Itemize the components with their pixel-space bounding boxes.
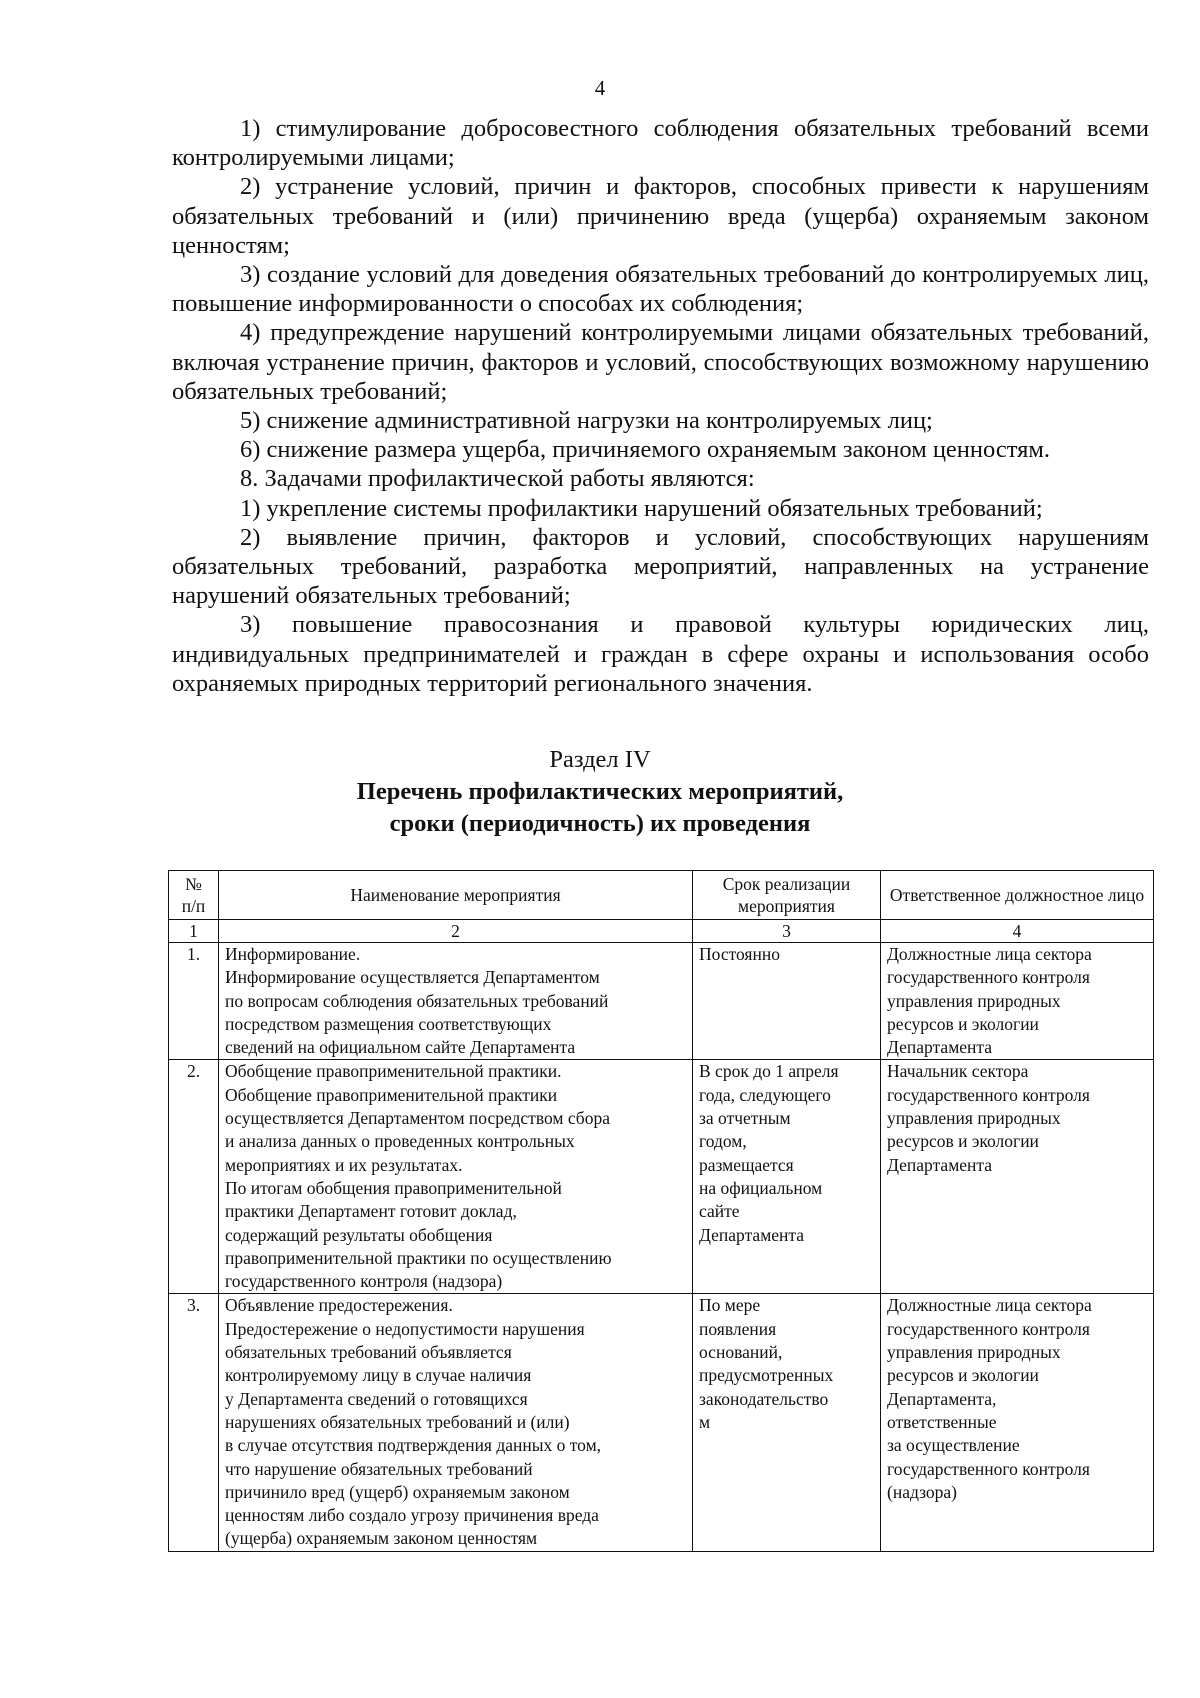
column-number: 1: [169, 920, 219, 943]
measures-table: [168, 870, 1154, 1552]
section-title: Перечень профилактических мероприятий,: [356, 778, 844, 805]
header-term: Срок реализации мероприятия: [693, 871, 881, 920]
row-number: 1.: [169, 943, 219, 1060]
goal-item-1: 1) стимулирование добросовестного соблюдения обязательных требований всеми контролируемыми лицами;: [172, 115, 1149, 172]
measure-name: Объявление предостережения. Предостережение о недопустимости нарушения обязательных требований объявляется контролируемому лицу в случае наличия у Департамента сведений о готовящихся нарушениях обязательных требований и (или) в случае отсутствия подтверждения данных о том, что нарушение обязательных требований причинило вред (ущерб) охраняемым законом ценностям либо создало угрозу причинения вреда (ущерба) охраняемым законом ценностям: [219, 1294, 693, 1551]
section-label: Раздел IV: [549, 746, 651, 773]
goal-item-3: 3) создание условий для доведения обязательных требований до контролируемых лиц, повышение информированности о способах их соблюдения;: [172, 261, 1149, 318]
measure-name: Информирование. Информирование осуществляется Департаментом по вопросам соблюдения обязательных требований посредством размещения соответствующих сведений на официальном сайте Департамента: [219, 943, 693, 1060]
body-text: [172, 114, 1149, 698]
section-subtitle: сроки (периодичность) их проведения: [389, 810, 811, 837]
goal-item-5: 5) снижение административной нагрузки на контролируемых лиц;: [240, 407, 933, 435]
row-number: 3.: [169, 1294, 219, 1551]
measure-responsible: Должностные лица сектора государственного контроля управления природных ресурсов и экологии Департамента: [881, 943, 1154, 1060]
task-item-3: 3) повышение правосознания и правовой культуры юридических лиц, индивидуальных предпринимателей и граждан в сфере охраны и использования особо охраняемых природных территорий регионального значения.: [172, 611, 1149, 697]
table-column-numbers-row: [169, 920, 1154, 943]
header-resp: Ответственное должностное лицо: [881, 871, 1154, 920]
goal-item-4: 4) предупреждение нарушений контролируемыми лицами обязательных требований, включая устранение причин, факторов и условий, способствующих возможному нарушению обязательных требований;: [172, 319, 1149, 405]
section-heading: [0, 744, 1200, 840]
table-row: [169, 943, 1154, 1060]
goal-item-2: 2) устранение условий, причин и факторов, способных привести к нарушениям обязательных требований и (или) причинению вреда (ущерба) охраняемым законом ценностям;: [172, 173, 1149, 259]
column-number: 2: [219, 920, 693, 943]
task-item-1: 1) укрепление системы профилактики нарушений обязательных требований;: [240, 494, 1043, 522]
measure-term: По мере появления оснований, предусмотренных законодательство м: [693, 1294, 881, 1551]
measure-term: В срок до 1 апреля года, следующего за отчетным годом, размещается на официальном сайте Департамента: [693, 1060, 881, 1294]
table-row: [169, 1060, 1154, 1294]
table-row: [169, 1294, 1154, 1551]
tasks-heading: 8. Задачами профилактической работы являются:: [240, 465, 755, 493]
measure-term: Постоянно: [693, 943, 881, 1060]
row-number: 2.: [169, 1060, 219, 1294]
header-num: № п/п: [169, 871, 219, 920]
measure-responsible: Начальник сектора государственного контроля управления природных ресурсов и экологии Департамента: [881, 1060, 1154, 1294]
page-number: 4: [594, 76, 606, 100]
column-number: 3: [693, 920, 881, 943]
measure-name: Обобщение правоприменительной практики. Обобщение правоприменительной практики осуществляется Департаментом посредством сбора и анализа данных о проведенных контрольных мероприятиях и их результатах. По итогам обобщения правоприменительной практики Департамент готовит доклад, содержащий результаты обобщения правоприменительной практики по осуществлению государственного контроля (надзора): [219, 1060, 693, 1294]
task-item-2: 2) выявление причин, факторов и условий, способствующих нарушениям обязательных требований, разработка мероприятий, направленных на устранение нарушений обязательных требований;: [172, 523, 1149, 610]
table-header-row: [169, 871, 1154, 920]
column-number: 4: [881, 920, 1154, 943]
goal-item-6: 6) снижение размера ущерба, причиняемого охраняемым законом ценностям.: [240, 436, 1051, 464]
measure-responsible: Должностные лица сектора государственного контроля управления природных ресурсов и экологии Департамента, ответственные за осуществление государственного контроля (надзора): [881, 1294, 1154, 1551]
header-name: Наименование мероприятия: [219, 871, 693, 920]
